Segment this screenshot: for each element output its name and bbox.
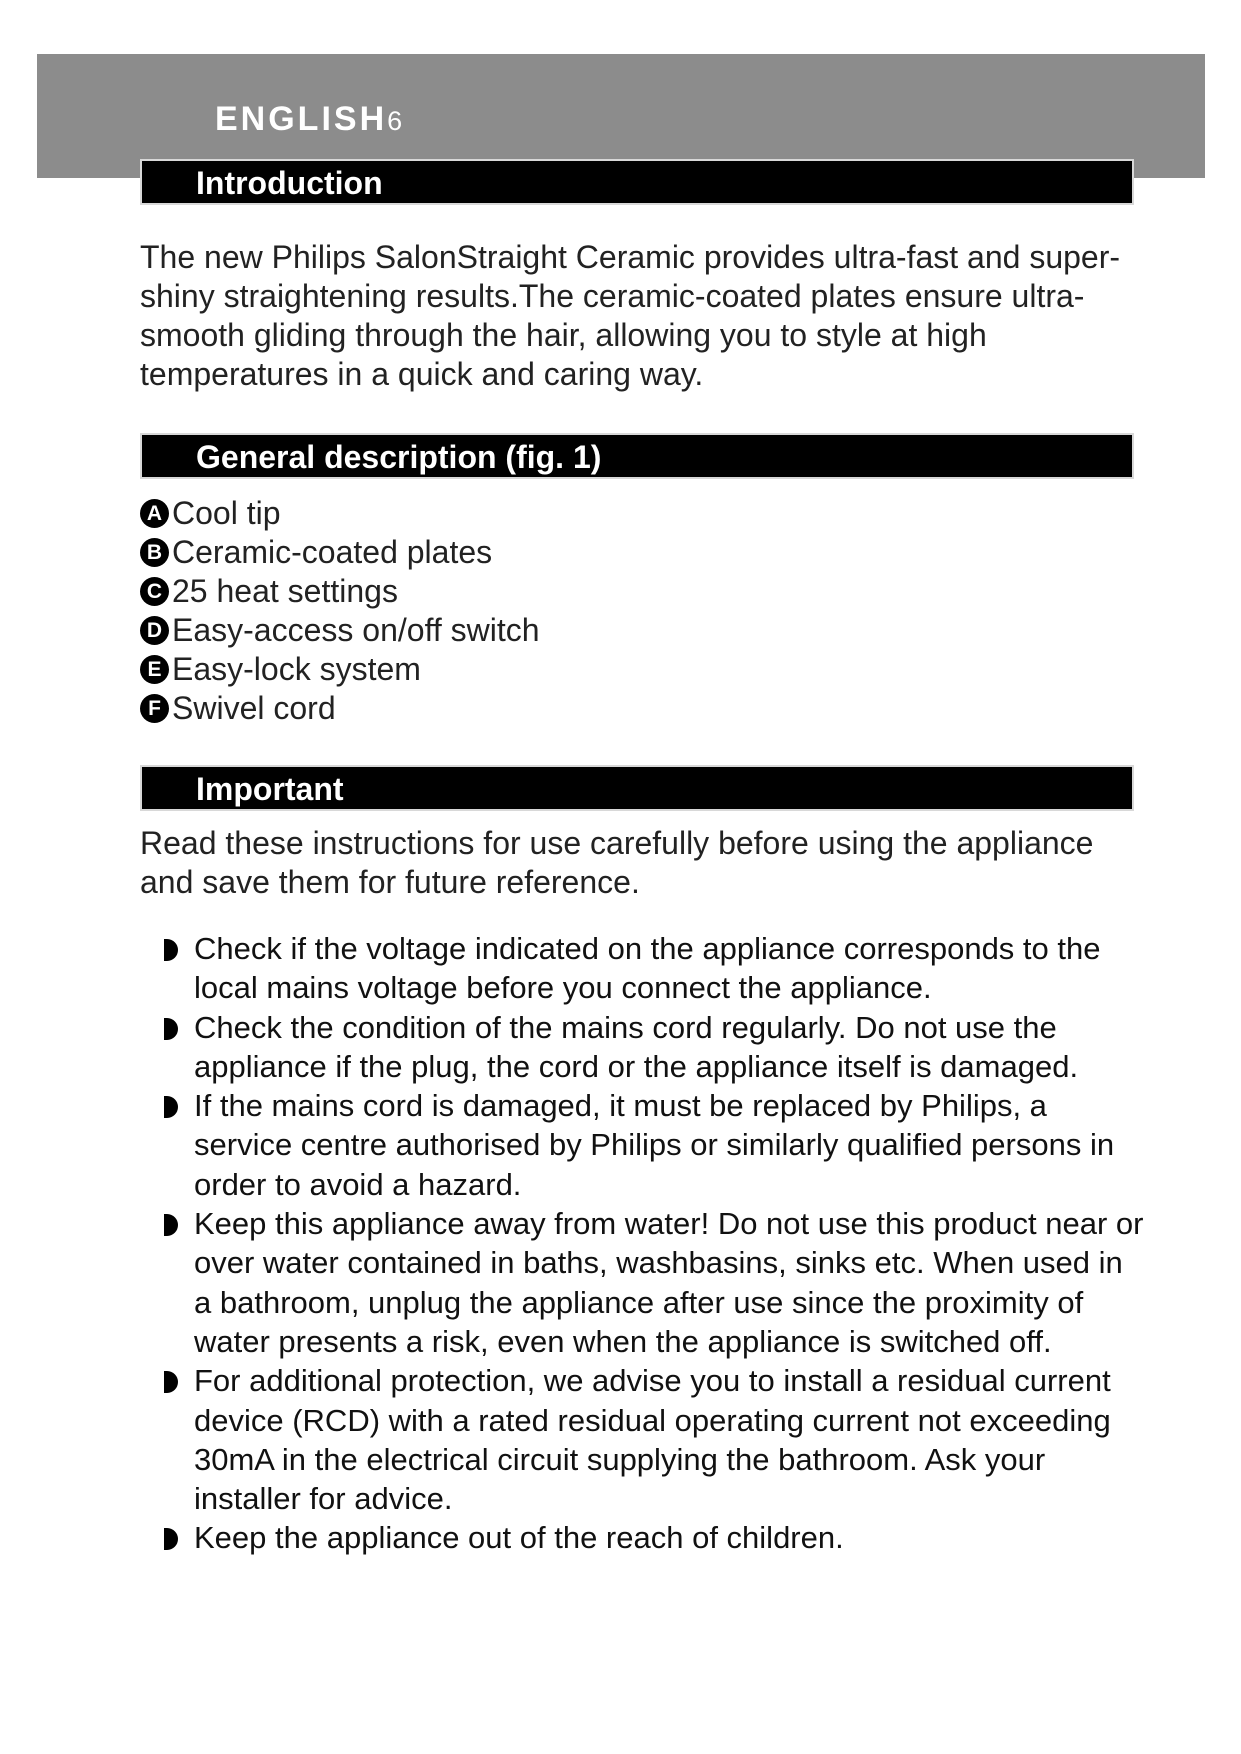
part-item-f bbox=[140, 689, 540, 728]
part-item-c bbox=[140, 572, 540, 611]
warning-item bbox=[136, 1008, 1146, 1087]
introduction-text: The new Philips SalonStraight Ceramic provides ultra-fast and super-shiny straightening results.The ceramic-coated plates ensure ultra-smooth gliding through the hair, allowing you to style at high temperatures in a quick and caring way. bbox=[140, 239, 1121, 392]
letter-d-badge-icon: D bbox=[140, 616, 169, 645]
warning-text: Keep the appliance out of the reach of children. bbox=[194, 1520, 844, 1556]
warning-item bbox=[136, 929, 1146, 1008]
warning-text: Check if the voltage indicated on the appliance corresponds to the local mains voltage before you connect the appliance. bbox=[194, 931, 1101, 1006]
part-item-b bbox=[140, 533, 540, 572]
section-title-important: Important bbox=[196, 771, 344, 807]
part-label: Swivel cord bbox=[172, 690, 336, 726]
letter-c-badge-icon: C bbox=[140, 577, 169, 606]
bullet-icon bbox=[164, 1214, 178, 1236]
warning-text: If the mains cord is damaged, it must be replaced by Philips, a service centre authorised by Philips or similarly qualified persons in order to avoid a hazard. bbox=[194, 1088, 1115, 1202]
warning-text: Keep this appliance away from water! Do not use this product near or over water contained in baths, washbasins, sinks etc. When used in a bathroom, unplug the appliance after use since the proximity of water presents a risk, even when the appliance is switched off. bbox=[194, 1206, 1144, 1359]
page-number: 6 bbox=[387, 106, 404, 136]
letter-a-badge-icon: A bbox=[140, 499, 169, 528]
part-item-a bbox=[140, 494, 540, 533]
part-label: Easy-access on/off switch bbox=[172, 612, 540, 648]
warning-item bbox=[136, 1518, 1146, 1557]
bullet-icon bbox=[164, 939, 178, 961]
important-intro-text: Read these instructions for use carefully before using the appliance and save them for future reference. bbox=[140, 825, 1094, 900]
bullet-icon bbox=[164, 1018, 178, 1040]
language-label: ENGLISH bbox=[215, 100, 388, 138]
parts-list bbox=[140, 494, 540, 728]
section-bar-general-description bbox=[140, 433, 1134, 479]
warning-text: Check the condition of the mains cord regularly. Do not use the appliance if the plug, the cord or the appliance itself is damaged. bbox=[194, 1009, 1079, 1084]
warning-item bbox=[136, 1204, 1146, 1361]
part-item-e bbox=[140, 650, 540, 689]
page-header-language bbox=[215, 100, 403, 139]
bullet-icon bbox=[164, 1528, 178, 1550]
section-title-general-description: General description (fig. 1) bbox=[196, 439, 602, 475]
warning-item bbox=[136, 1361, 1146, 1518]
section-title-introduction: Introduction bbox=[196, 165, 383, 201]
part-label: Ceramic-coated plates bbox=[172, 534, 493, 570]
letter-f-badge-icon: F bbox=[140, 694, 169, 723]
part-item-d bbox=[140, 611, 540, 650]
section-bar-introduction bbox=[140, 159, 1134, 205]
letter-e-badge-icon: E bbox=[140, 655, 169, 684]
bullet-icon bbox=[164, 1371, 178, 1393]
letter-b-badge-icon: B bbox=[140, 538, 169, 567]
section-bar-important bbox=[140, 765, 1134, 811]
safety-warnings-list bbox=[136, 929, 1146, 1558]
part-label: 25 heat settings bbox=[172, 573, 398, 609]
part-label: Cool tip bbox=[172, 495, 281, 531]
part-label: Easy-lock system bbox=[172, 651, 421, 687]
warning-text: For additional protection, we advise you to install a residual current device (RCD) with a rated residual operating current not exceeding 30mA in the electrical circuit supplying the bathroom. Ask your installer for advice. bbox=[194, 1363, 1111, 1517]
bullet-icon bbox=[164, 1096, 178, 1118]
warning-item bbox=[136, 1086, 1146, 1204]
